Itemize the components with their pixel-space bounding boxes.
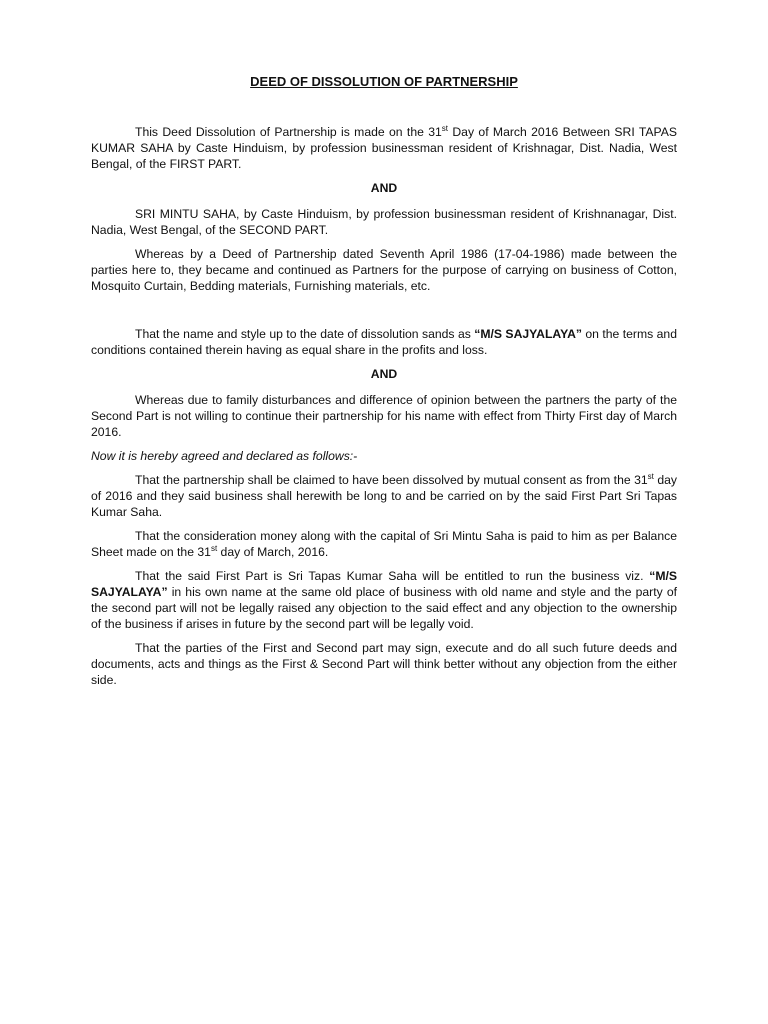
paragraph-execution: That the parties of the First and Second part may sign, execute and do all such future deeds and documents, acts and things as the First & Second Part will think better without any objection from the either side.	[91, 641, 677, 687]
ordinal-suffix: st	[647, 471, 654, 481]
paragraph-name-style	[91, 326, 677, 358]
text-segment: That the partnership shall be claimed to have been dissolved by mutual consent as from the 31	[135, 473, 648, 487]
paragraph-dissolution	[91, 472, 677, 520]
paragraph-whereas-deed: Whereas by a Deed of Partnership dated Seventh April 1986 (17-04-1986) made between the parties here to, they became and continued as Partners for the purpose of carrying on business of Cotton, Mosquito Curtain, Bedding materials, Furnishing materials, etc.	[91, 247, 677, 293]
firm-name: “M/S SAJYALAYA”	[474, 327, 582, 341]
text-segment: That the said First Part is Sri Tapas Kumar Saha will be entitled to run the business viz.	[135, 569, 650, 583]
and-separator: AND	[370, 367, 398, 381]
text-segment: day of 2016 and they said business shall herewith be long to and be carried on by the said First Part Sri Tapas Kumar Saha.	[91, 473, 677, 519]
declaration-heading: Now it is hereby agreed and declared as follows:-	[91, 449, 358, 463]
text-segment: This Deed Dissolution of Partnership is made on the 31	[135, 125, 442, 139]
text-segment: That the consideration money along with the capital of Sri Mintu Saha is paid to him as per Balance Sheet made on the 31	[91, 529, 677, 559]
text-segment: on the terms and conditions contained therein having as equal share in the profits and loss.	[91, 327, 677, 357]
and-separator: AND	[370, 181, 398, 195]
text-segment: in his own name at the same old place of business with old name and style and the party of the second part will not be legally raised any objection to the said effect and any objection to the ownership of the business if arises in future by the second part will be legally void.	[91, 585, 677, 631]
paragraph-business-rights	[91, 568, 677, 632]
text-segment: Day of March 2016 Between SRI TAPAS KUMAR SAHA by Caste Hinduism, by profession businessman resident of Krishnagar, Dist. Nadia, West Bengal, of the FIRST PART.	[91, 125, 677, 171]
paragraph-whereas-disturbances: Whereas due to family disturbances and difference of opinion between the partners the party of the Second Part is not willing to continue their partnership for his name with effect from Thirty First day of March 2016.	[91, 393, 677, 439]
firm-name: “M/S SAJYALAYA”	[91, 569, 677, 599]
ordinal-suffix: st	[210, 543, 218, 553]
paragraph-consideration	[91, 528, 677, 560]
document-title: DEED OF DISSOLUTION OF PARTNERSHIP	[250, 74, 518, 89]
text-segment: That the name and style up to the date of dissolution sands as	[135, 327, 475, 341]
ordinal-suffix: st	[441, 123, 449, 133]
paragraph-second-part: SRI MINTU SAHA, by Caste Hinduism, by profession businessman resident of Krishnanagar, Dist. Nadia, West Bengal, of the SECOND PART.	[91, 207, 677, 237]
text-segment: day of March, 2016.	[217, 545, 329, 559]
paragraph-deed-parties	[91, 124, 677, 172]
document-page	[91, 74, 677, 696]
